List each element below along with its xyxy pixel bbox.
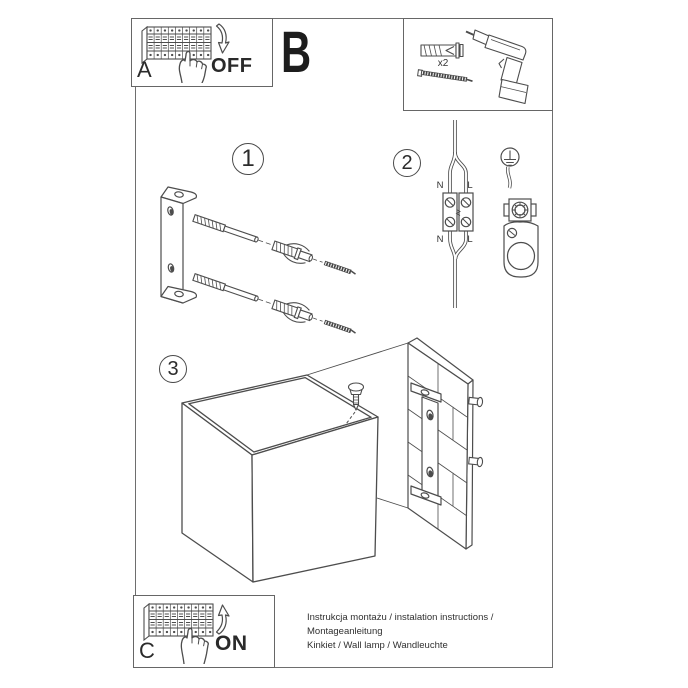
wire-label-l-bottom: L (467, 234, 473, 245)
breaker-panel-icon (144, 604, 213, 640)
step-2-badge: 2 (393, 149, 421, 177)
arrow-up-icon (217, 605, 230, 634)
ground-wire (508, 167, 511, 188)
step-3-badge: 3 (159, 355, 187, 383)
step-1-badge: 1 (232, 143, 264, 175)
wire-label-l-top: L (467, 180, 473, 191)
ground-symbol-icon (501, 148, 519, 166)
screw-assembly-icon (191, 209, 359, 282)
power-off-label: A (137, 57, 152, 82)
terminal-block-icon (443, 193, 473, 231)
caption (307, 611, 553, 653)
step-1-illustration (145, 175, 365, 343)
wire-label-n-top: N (436, 180, 444, 191)
screw-assembly-icon (191, 268, 359, 341)
step-2-illustration (420, 112, 555, 317)
power-off-box (131, 18, 273, 87)
caption-line-2: Kinkiet / Wall lamp / Wandleuchte (307, 640, 448, 651)
wire-label-n-bottom: N (436, 234, 444, 245)
tools-box (403, 18, 553, 111)
drill-icon (466, 30, 528, 104)
wall-plate-icon (408, 338, 473, 549)
power-on-label: C (139, 638, 155, 663)
lamp-base-icon (504, 222, 538, 277)
arrow-down-icon (217, 24, 230, 53)
tools-illustration (404, 19, 549, 107)
step-3-illustration (175, 335, 495, 590)
section-b-label: B (281, 20, 312, 85)
mounting-bracket-icon (161, 187, 196, 303)
wall-plug-icon (421, 43, 463, 58)
ground-terminal-icon (504, 199, 536, 221)
cube-lamp-icon (182, 375, 378, 582)
screw-icon (418, 70, 473, 81)
caption-line-1: Instrukcja montażu / instalation instructions / Montageanleitung (307, 612, 494, 637)
power-on-box (133, 595, 275, 668)
breaker-panel-icon (142, 27, 211, 63)
power-off-state: OFF (211, 55, 253, 77)
power-on-state: ON (215, 632, 248, 655)
dowel-quantity: x2 (437, 58, 449, 69)
